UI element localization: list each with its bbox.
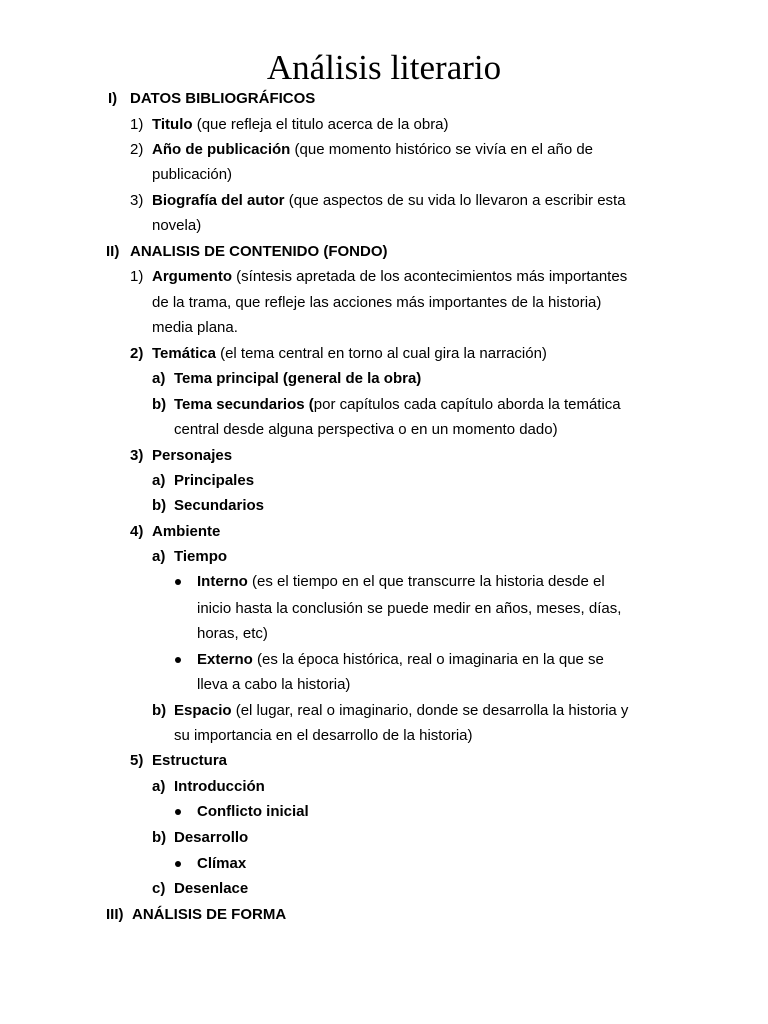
list-item-text	[152, 267, 627, 287]
item-term: Principales	[174, 472, 255, 489]
bullet-item-text	[197, 854, 246, 874]
item-description-cont: media plana.	[152, 319, 238, 336]
item-term: Tema principal (general de la obra)	[174, 370, 422, 387]
list-item-text	[152, 522, 220, 542]
list-item	[130, 446, 143, 466]
item-description-cont: publicación)	[152, 166, 233, 183]
list-item-text	[152, 446, 232, 466]
item-term: Ambiente	[152, 523, 221, 540]
item-description-cont: inicio hasta la conclusión se puede medir en años, meses, días,	[197, 600, 622, 617]
item-term: Tema secundarios (	[174, 396, 314, 413]
item-term: Año de publicación	[152, 141, 291, 158]
item-description-cont: central desde alguna perspectiva o en un momento dado)	[174, 421, 558, 438]
list-item	[130, 140, 143, 160]
item-term: Estructura	[152, 752, 228, 769]
item-description-cont: lleva a cabo la historia)	[197, 676, 351, 693]
list-item	[130, 115, 143, 135]
item-number: 2)	[130, 345, 144, 362]
item-term: Biografía del autor	[152, 192, 285, 209]
item-number: 1)	[130, 268, 144, 285]
list-item-text	[152, 140, 593, 160]
item-term: Conflicto inicial	[197, 803, 309, 820]
sub-item	[152, 496, 166, 516]
sub-item-text	[174, 369, 421, 389]
list-item-text	[152, 191, 626, 211]
item-letter: b)	[152, 396, 167, 413]
item-letter: b)	[152, 829, 167, 846]
list-item	[130, 522, 143, 542]
sub-item	[152, 395, 166, 415]
item-letter: a)	[152, 370, 166, 387]
item-number: 3)	[130, 447, 144, 464]
section-number: I)	[108, 90, 118, 107]
sub-item	[152, 828, 166, 848]
item-number: 5)	[130, 752, 144, 769]
item-description: (que momento histórico se vivía en el año de	[290, 141, 594, 158]
sub-item-text	[174, 828, 248, 848]
list-item-text	[152, 344, 547, 364]
item-description: (síntesis apretada de los acontecimientos más importantes	[232, 268, 628, 285]
item-description: (que aspectos de su vida lo llevaron a escribir esta	[284, 192, 626, 209]
item-letter: b)	[152, 702, 167, 719]
item-number: 3)	[130, 192, 144, 209]
sub-item	[152, 547, 165, 567]
bullet-item-text	[197, 572, 605, 592]
item-letter: a)	[152, 778, 166, 795]
item-term: Interno	[197, 573, 248, 590]
item-term: Tiempo	[174, 548, 228, 565]
bullet-icon	[175, 809, 181, 815]
sub-item	[152, 879, 165, 899]
list-item-text	[152, 115, 449, 135]
item-number: 1)	[130, 116, 144, 133]
item-description: por capítulos cada capítulo aborda la temática	[313, 396, 621, 413]
item-term: Desarrollo	[174, 829, 249, 846]
section-2-heading	[106, 242, 388, 262]
page-title: Análisis literario	[266, 48, 502, 87]
bullet-icon	[175, 657, 181, 663]
section-title: ANÁLISIS DE FORMA	[132, 906, 287, 923]
list-item	[130, 751, 143, 771]
item-number: 4)	[130, 523, 144, 540]
sub-item-text	[174, 701, 628, 721]
section-number: III)	[106, 906, 124, 923]
sub-item-text	[174, 395, 621, 415]
bullet-item-text	[197, 650, 604, 670]
item-term: Titulo	[152, 116, 193, 133]
item-description: (el tema central en torno al cual gira la narración)	[215, 345, 547, 362]
section-number: II)	[106, 243, 120, 260]
sub-item-text	[174, 471, 254, 491]
item-term: Clímax	[197, 855, 247, 872]
sub-item-text	[174, 547, 227, 567]
section-title: ANALISIS DE CONTENIDO (FONDO)	[130, 243, 388, 260]
item-description: (el lugar, real o imaginario, donde se desarrolla la historia y	[231, 702, 629, 719]
sub-item-text	[174, 777, 265, 797]
item-description: (es el tiempo en el que transcurre la historia desde el	[247, 573, 605, 590]
item-description-cont: de la trama, que refleje las acciones más importantes de la historia)	[152, 294, 602, 311]
item-description-cont: su importancia en el desarrollo de la historia)	[174, 727, 473, 744]
item-letter: c)	[152, 880, 166, 897]
item-term: Espacio	[174, 702, 232, 719]
sub-item	[152, 701, 166, 721]
bullet-icon	[175, 861, 181, 867]
item-description: (que refleja el titulo acerca de la obra)	[192, 116, 449, 133]
item-letter: a)	[152, 472, 166, 489]
item-term: Desenlace	[174, 880, 249, 897]
item-description-cont: horas, etc)	[197, 625, 268, 642]
item-number: 2)	[130, 141, 144, 158]
item-letter: a)	[152, 548, 166, 565]
list-item	[130, 344, 143, 364]
bullet-icon	[175, 579, 181, 585]
item-letter: b)	[152, 497, 167, 514]
list-item	[130, 267, 143, 287]
sub-item-text	[174, 879, 248, 899]
sub-item	[152, 777, 165, 797]
item-description-cont: novela)	[152, 217, 202, 234]
item-term: Temática	[152, 345, 216, 362]
section-title: DATOS BIBLIOGRÁFICOS	[130, 90, 316, 107]
list-item	[130, 191, 143, 211]
item-term: Externo	[197, 651, 253, 668]
sub-item	[152, 471, 165, 491]
sub-item-text	[174, 496, 264, 516]
item-term: Introducción	[174, 778, 265, 795]
item-description: (es la época histórica, real o imaginaria en la que se	[252, 651, 604, 668]
item-term: Personajes	[152, 447, 233, 464]
item-term: Secundarios	[174, 497, 265, 514]
list-item-text	[152, 751, 227, 771]
section-3-heading	[106, 905, 287, 925]
item-term: Argumento	[152, 268, 232, 285]
bullet-item-text	[197, 802, 309, 822]
section-1-heading	[108, 89, 316, 109]
sub-item	[152, 369, 165, 389]
